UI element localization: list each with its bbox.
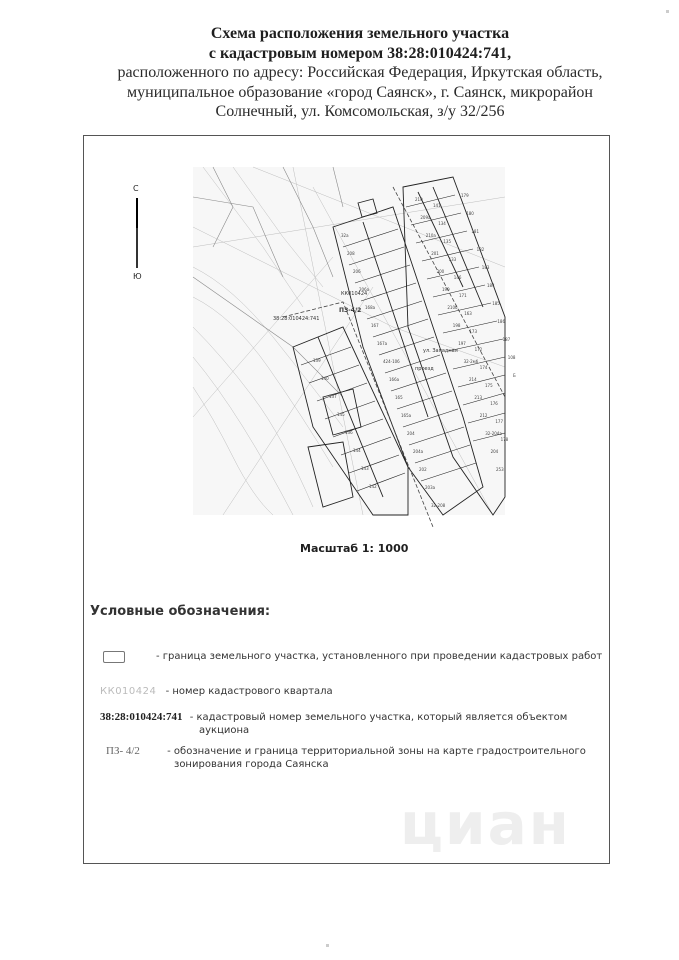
north-arrow [128,184,148,284]
plot-number: 178 [500,437,509,442]
plot-number: 180 [466,211,474,216]
plot-number: 32а [341,233,349,238]
plot-number: 204а [413,449,424,454]
title-line-5: Солнечный, ул. Комсомольская, з/у 32/256 [215,103,505,120]
plot-number: 210б [447,305,458,310]
plot-number: 176 [490,401,498,406]
legend-item-quarter [100,685,333,698]
plot-number: 210а [425,233,436,238]
plot-number: 32-204а [485,431,502,436]
document-title [60,24,660,122]
plot-number: 173 [469,329,478,334]
legend-title: Условные обозначения: [90,604,271,619]
plot-number: 166а [389,377,400,382]
plot-number: 204 [490,449,499,454]
legend-item-cadastral [100,711,567,737]
plot-number: 167а [377,341,388,346]
plot-number: 209а [420,215,431,220]
title-line-2: с кадастровым номером 38:28:010424:741, [208,44,512,62]
plot-number: 253 [496,467,504,472]
plot-number: 32-208 [431,503,446,508]
plot-number: 133 [448,257,457,262]
north-arrow-icon [136,198,138,268]
legend-item-boundary [156,650,602,663]
legend-text-cont: зонирования города Саянска [174,759,329,770]
plot-number: 179 [461,193,469,198]
corner-mark [666,10,669,13]
plot-number: 175 [485,383,493,388]
plot-number: 168а [365,305,376,310]
plot-number: 143 [361,466,369,471]
plot-number: 212 [479,413,488,418]
plot-number: 172 [474,347,483,352]
plot-number: 181 [471,229,480,234]
plot-number: 203а [425,485,436,490]
legend-text: - номер кадастрового квартала [165,686,333,697]
plot-number: 197 [458,341,466,346]
plot-number: 135 [443,239,452,244]
plot-number: 206а [359,287,370,292]
plot-number: 199 [442,287,450,292]
plot-number: 165а [401,413,412,418]
plot-number: 174 [479,365,488,370]
legend-text: - обозначение и граница территориальной зоны на карте градостроительного [167,746,586,757]
plot-number: 208 [347,251,355,256]
bottom-mark [326,944,329,947]
map-quarter-label: КК010424 [341,291,368,297]
plot-number: 204 [407,431,415,436]
plot-number: Б [513,373,516,378]
plot-number: 136 [345,430,353,435]
cadastral-map-drawing [193,167,516,515]
plot-number: 141 [433,203,441,208]
legend-symbol-quarter: КК010424 [100,686,157,697]
plot-number: 137 [329,394,337,399]
plot-number: 139 [313,358,321,363]
map-zone-label: ПЗ-4/2 [339,307,362,314]
legend-text: - кадастровый номер земельного участка, который является объектом [189,712,568,723]
plot-number: 200 [436,269,445,274]
plot-number: 201 [431,251,439,256]
map-street-label: ул. Западная [423,348,458,354]
plot-number: 145 [337,412,345,417]
south-label: Ю [133,272,142,281]
cadastral-map [193,167,516,515]
legend-text: - граница земельного участка, установленного при проведении кадастровых работ [156,651,603,662]
plot-number: 142 [369,484,377,489]
boundary-symbol-icon [103,651,125,663]
map-scale: Масштаб 1: 1000 [300,542,409,555]
map-lane-label: проезд [415,366,434,372]
map-cadastral-label: 38:28:010424:741 [273,316,320,322]
plot-number: 186 [497,319,506,324]
plot-number: 183 [481,265,490,270]
legend-symbol-cadastral: 38:28:010424:741 [100,711,183,723]
plot-number: 210 [415,197,423,202]
plot-number: 177 [495,419,504,424]
plot-number: 184 [487,283,495,288]
plot-number: 424-106 [383,359,400,364]
legend-text-cont: аукциона [199,725,250,736]
plot-number: 108 [507,355,516,360]
plot-number: 214 [469,377,477,382]
plot-number: 213 [474,395,483,400]
plot-number: 165 [395,395,403,400]
plot-number: 140 [321,376,329,381]
plot-number: 182 [476,247,485,252]
title-line-3: расположенного по адресу: Российская Федерация, Иркутская область, [117,64,603,81]
plot-number: 187 [502,337,511,342]
plot-number: 144 [353,448,361,453]
plot-number: 206 [353,269,361,274]
plot-number: 167 [371,323,379,328]
plot-number: 198 [452,323,461,328]
plot-number: 32-2мб [463,359,479,364]
title-line-1: Схема расположения земельного участка [210,25,510,42]
plot-number: 146 [453,275,462,280]
legend-symbol-zone: ПЗ- 4/2 [106,745,140,757]
plot-number: 163 [464,311,472,316]
plot-number: 202 [419,467,427,472]
plot-number: 185 [492,301,500,306]
watermark: циан [400,790,571,858]
title-line-4: муниципальное образование «город Саянск», г. Саянск, микрорайон [127,83,593,101]
plot-number: 171 [459,293,467,298]
legend-item-zone [106,745,586,771]
plot-number: 134 [438,221,446,226]
north-label: С [133,184,139,193]
